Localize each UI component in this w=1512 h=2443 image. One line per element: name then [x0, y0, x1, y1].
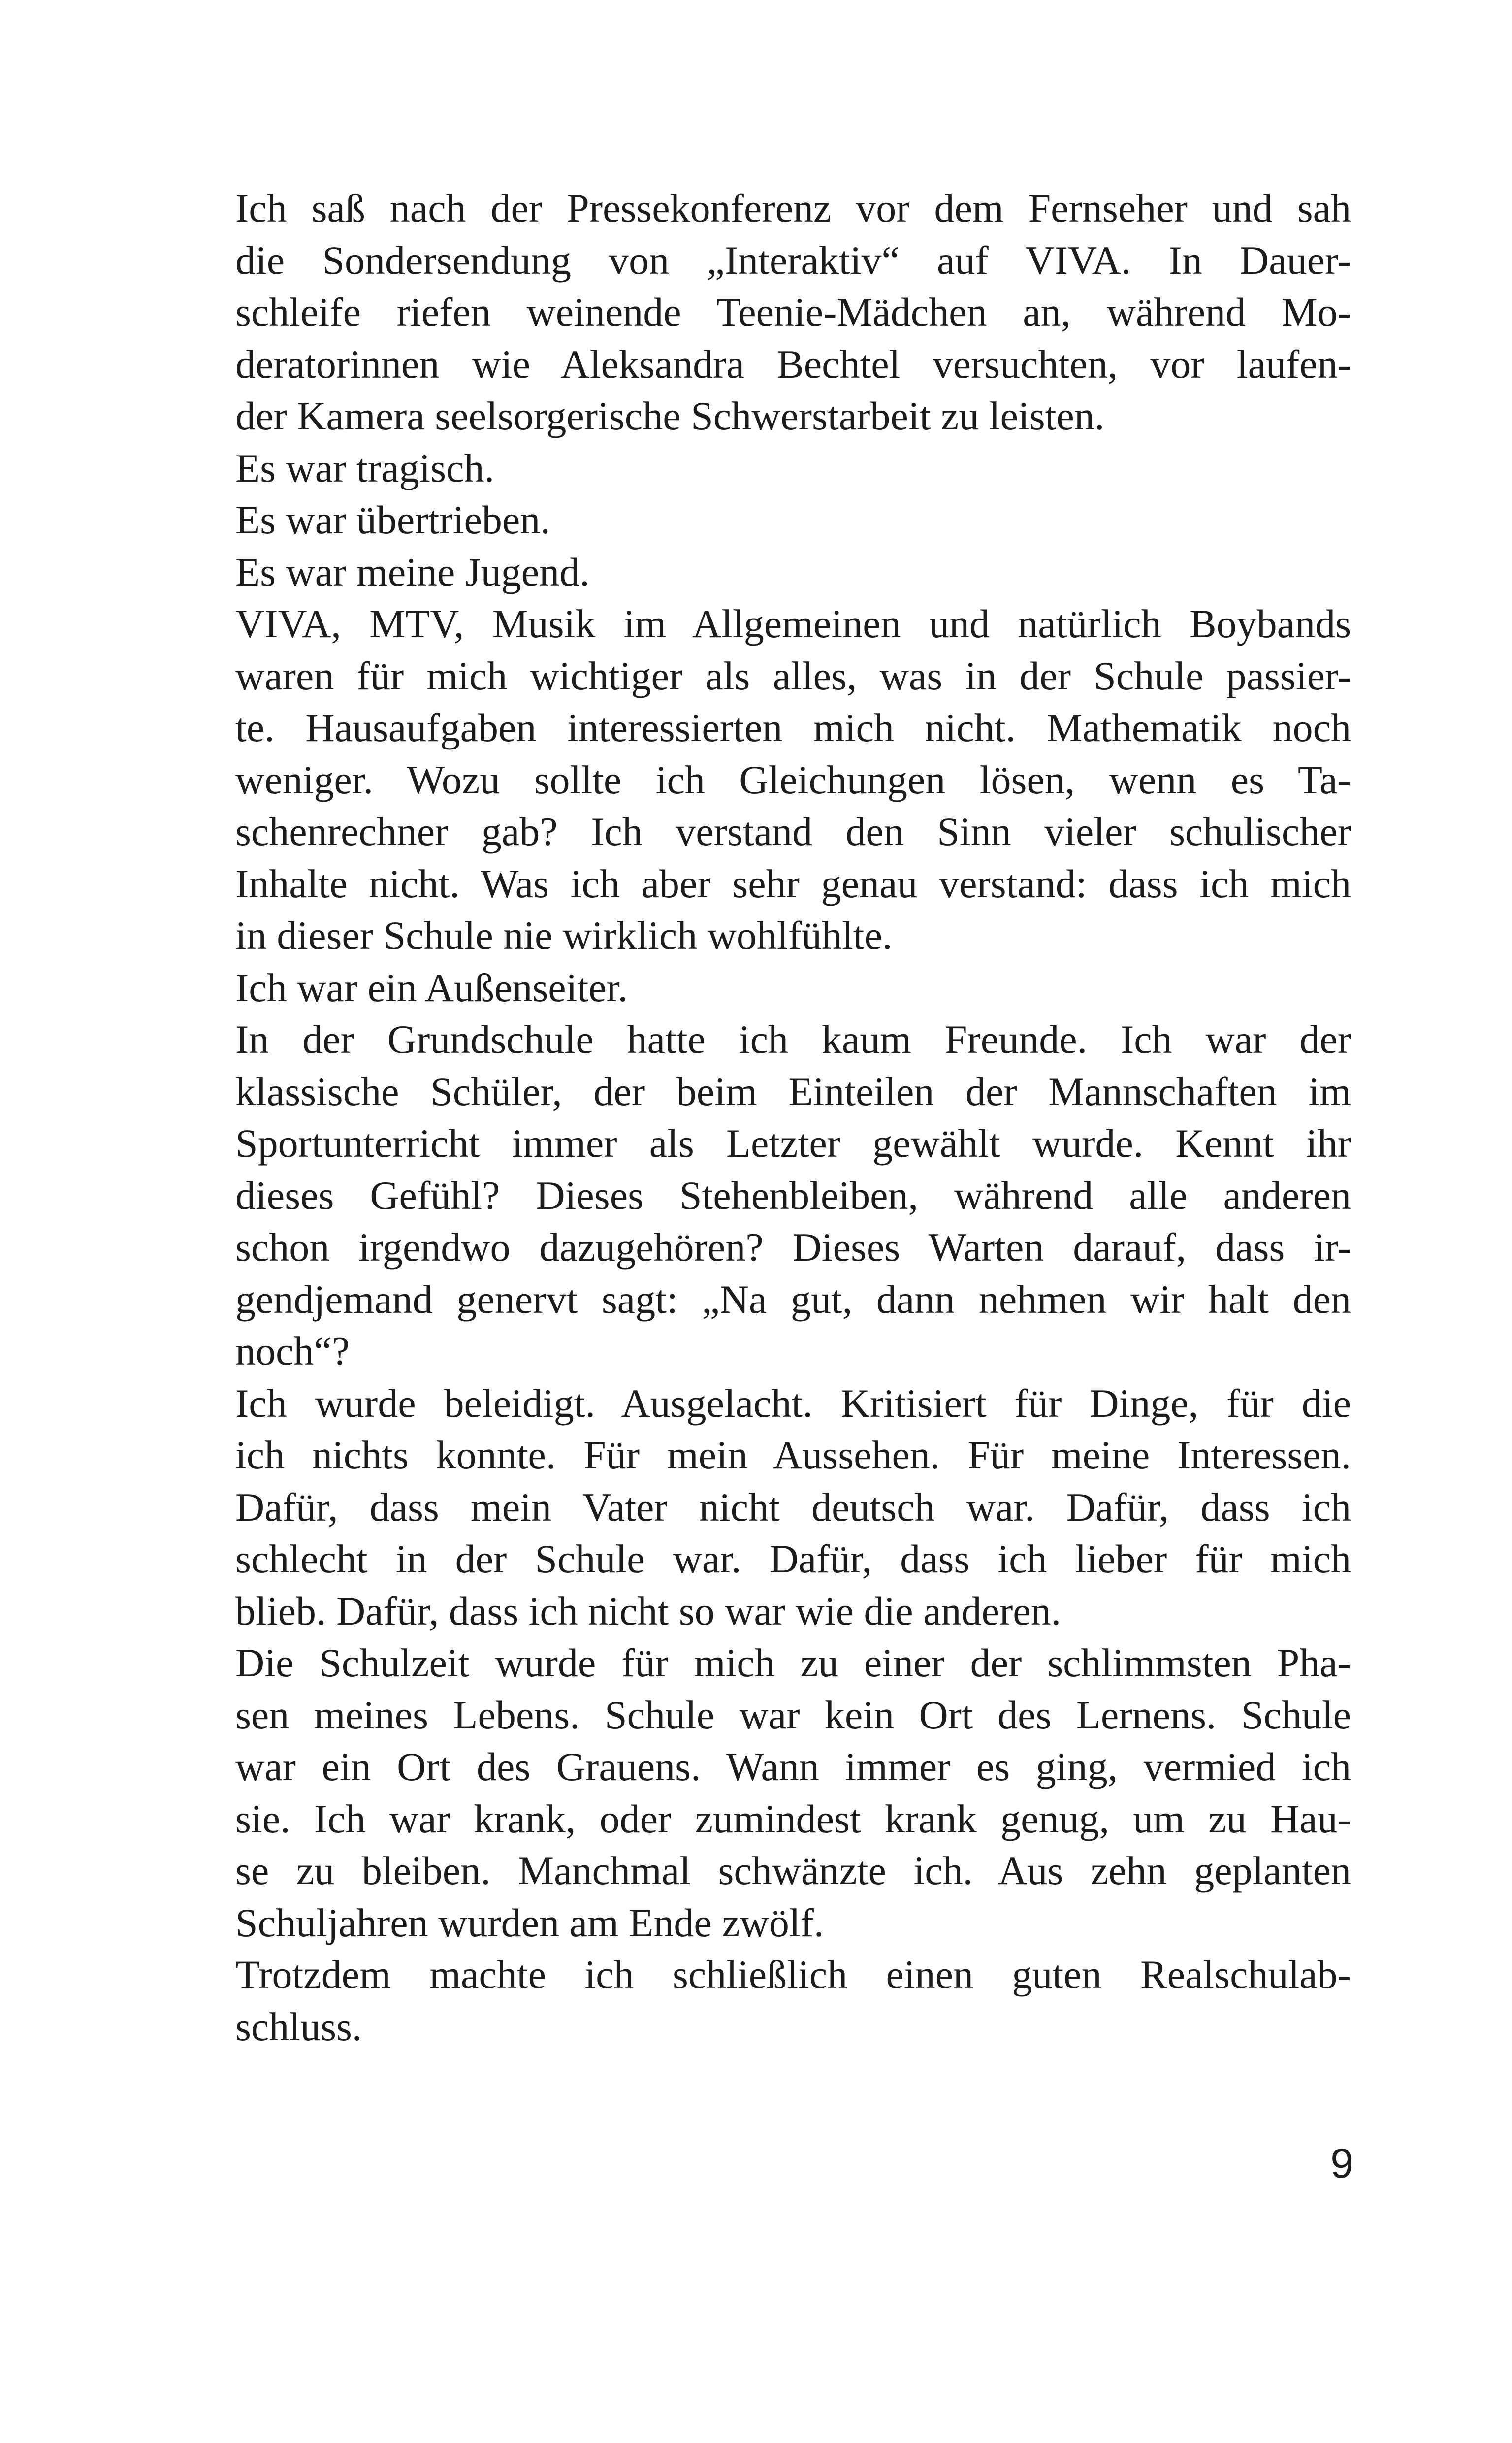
text-line: te. Hausaufgaben interessierten mich nicht. Mathematik noch: [235, 705, 1351, 750]
text-line: schenrechner gab? Ich verstand den Sinn vieler schulischer: [235, 809, 1351, 854]
text-line: schluss.: [235, 2004, 362, 2049]
page-number: 9: [1330, 2140, 1353, 2186]
text-line: sen meines Lebens. Schule war kein Ort des Lernens. Schule: [235, 1692, 1351, 1737]
text-line: VIVA, MTV, Musik im Allgemeinen und natürlich Boybands: [235, 601, 1351, 646]
text-line: Es war meine Jugend.: [235, 549, 590, 594]
text-line: Die Schulzeit wurde für mich zu einer der schlimmsten Pha-: [235, 1640, 1351, 1685]
body-text: [235, 182, 1351, 2052]
text-line: ich nichts konnte. Für mein Aussehen. Für meine Interessen.: [235, 1433, 1351, 1477]
text-line: noch“?: [235, 1329, 350, 1373]
text-line: Es war übertrieben.: [235, 497, 550, 542]
text-line: deratorinnen wie Aleksandra Bechtel versuchten, vor laufen-: [235, 341, 1351, 387]
text-line: schleife riefen weinende Teenie-Mädchen an, während Mo-: [235, 290, 1351, 334]
text-line: Trotzdem machte ich schließlich einen guten Realschulab-: [235, 1952, 1351, 1997]
text-line: Ich war ein Außenseiter.: [235, 965, 628, 1010]
text-line: weniger. Wozu sollte ich Gleichungen lösen, wenn es Ta-: [235, 757, 1351, 802]
text-line: sie. Ich war krank, oder zumindest krank genug, um zu Hau-: [235, 1796, 1351, 1841]
text-line: blieb. Dafür, dass ich nicht so war wie die anderen.: [235, 1588, 1062, 1633]
text-line: gendjemand genervt sagt: „Na gut, dann nehmen wir halt den: [235, 1276, 1351, 1322]
text-line: waren für mich wichtiger als alles, was in der Schule passier-: [235, 653, 1351, 698]
text-line: klassische Schüler, der beim Einteilen der Mannschaften im: [235, 1069, 1351, 1114]
text-line: Es war tragisch.: [235, 445, 494, 490]
text-line: Ich saß nach der Pressekonferenz vor dem Fernseher und sah: [235, 186, 1351, 230]
text-line: Dafür, dass mein Vater nicht deutsch war. Dafür, dass ich: [235, 1484, 1351, 1530]
text-line: In der Grundschule hatte ich kaum Freunde. Ich war der: [235, 1017, 1351, 1062]
text-line: Sportunterricht immer als Letzter gewählt wurde. Kennt ihr: [235, 1121, 1351, 1166]
text-line: Inhalte nicht. Was ich aber sehr genau verstand: dass ich mich: [235, 861, 1351, 906]
text-line: schlecht in der Schule war. Dafür, dass ich lieber für mich: [235, 1536, 1351, 1581]
text-line: dieses Gefühl? Dieses Stehenbleiben, während alle anderen: [235, 1173, 1351, 1218]
text-line: in dieser Schule nie wirklich wohlfühlte.: [235, 913, 893, 958]
text-line: Ich wurde beleidigt. Ausgelacht. Kritisiert für Dinge, für die: [235, 1380, 1351, 1426]
text-line: war ein Ort des Grauens. Wann immer es ging, vermied ich: [235, 1744, 1351, 1789]
text-line: Schuljahren wurden am Ende zwölf.: [235, 1900, 824, 1945]
text-line: se zu bleiben. Manchmal schwänzte ich. Aus zehn geplanten: [235, 1848, 1351, 1893]
text-line: schon irgendwo dazugehören? Dieses Warten darauf, dass ir-: [235, 1225, 1351, 1270]
text-line: der Kamera seelsorgerische Schwerstarbeit zu leisten.: [235, 393, 1105, 438]
text-line: die Sondersendung von „Interaktiv“ auf VIVA. In Dauer-: [235, 237, 1351, 283]
